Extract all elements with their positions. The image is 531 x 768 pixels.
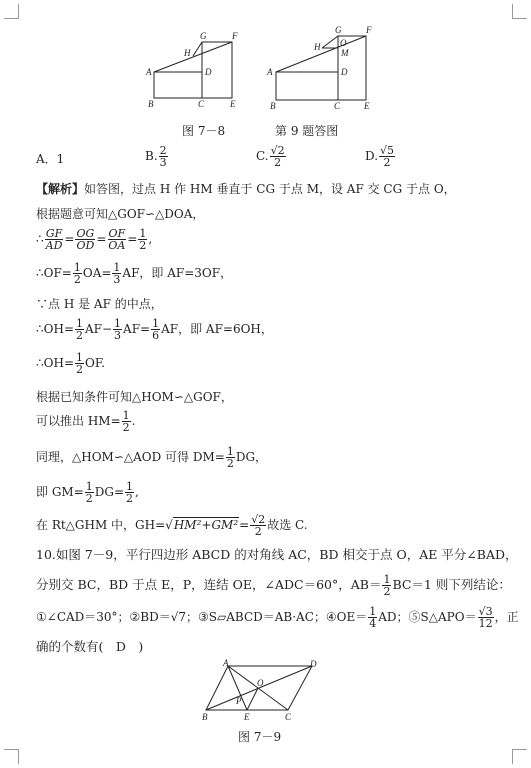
l12-f1n: √2: [251, 513, 266, 526]
question10-line-4: 确的个数有( D ): [36, 639, 144, 654]
l6-f2n: 1: [114, 317, 122, 330]
l11-mid: DG=: [94, 485, 125, 499]
fig1-label-e: E: [230, 99, 236, 109]
analysis-line-4: [36, 262, 232, 285]
figure-7-8-caption: 图 7－8: [182, 124, 226, 138]
l6-f1n: 1: [76, 317, 83, 330]
l6-f2d: 3: [114, 329, 122, 342]
l3-f1n: GF: [45, 227, 63, 240]
l7-pre: ∴OH=: [36, 356, 74, 370]
analysis-tag: 【解析】: [36, 182, 85, 196]
figure-7-9: [196, 658, 326, 722]
l10-post: DG，: [235, 450, 268, 464]
q10l3-f2n: √3: [478, 605, 493, 618]
analysis-line-6: [36, 318, 273, 341]
l3-eq1: =: [64, 232, 75, 246]
fig2-label-c: C: [334, 101, 341, 110]
corner-mark-bl: [4, 749, 19, 764]
q10l3-pre: ①∠CAD＝30°；②BD＝√7；③S▱ABCD＝AB·AC；④OE＝: [36, 610, 368, 624]
l12-f1d: 2: [254, 525, 262, 538]
fig1-label-h: H: [184, 48, 191, 58]
fig2-label-e: E: [364, 101, 370, 110]
option-b: [145, 145, 169, 168]
q10l2-f1n: 1: [383, 573, 391, 586]
l12-post: 故选 C.: [267, 518, 308, 532]
l12-pre: 在 Rt△GHM 中，GH=: [36, 518, 166, 532]
analysis-line-9: [36, 410, 135, 433]
question10-line-1: 10.如图 7－9，平行四边形 ABCD 的对角线 AC，BD 相交于点 O，AE 平分∠BAD，: [36, 547, 518, 562]
l11-f1d: 2: [85, 492, 93, 505]
corner-mark-tl: [4, 4, 19, 19]
fig3-label-a: A: [223, 658, 229, 668]
q10l3-post: ，正: [494, 610, 519, 624]
analysis-line-5: ∵点 H 是 AF 的中点，: [36, 297, 163, 311]
l3-f2n: OG: [76, 227, 95, 240]
l11-post: ,: [135, 485, 139, 499]
fig1-label-f: F: [232, 31, 238, 41]
l3-f3n: OF: [108, 227, 126, 240]
l6-pre: ∴OH=: [36, 322, 74, 336]
analysis-line-11: [36, 481, 139, 504]
fig1-label-b: B: [148, 99, 154, 109]
l9-post: .: [131, 414, 136, 428]
l6-f1d: 2: [76, 329, 83, 342]
l12-eq: =: [239, 518, 250, 532]
analysis-line-2: 根据题意可知△GOF∽△DOA，: [36, 207, 205, 221]
l6-post: AF，即 AF=6OH，: [161, 322, 273, 336]
option-c-prefix: C.: [256, 149, 269, 163]
l3-f1d: AD: [45, 239, 63, 252]
question10-line-3: [36, 606, 519, 629]
q10l2-f1d: 2: [383, 585, 391, 598]
option-d-num: √5: [380, 144, 395, 157]
analysis-line-12: 在 Rt△GHM 中，GH=√HM²+GM²= $\frac{√2}{2}$ 故选 C.: [36, 513, 308, 538]
l12-sqrt: HM²+GM²: [173, 518, 239, 532]
fig2-label-g: G: [335, 25, 342, 35]
fig3-label-d: D: [310, 659, 317, 669]
option-d-prefix: D.: [365, 149, 379, 163]
l4-post: AF，即 AF=3OF，: [122, 266, 233, 280]
l3-eq3: =: [127, 232, 138, 246]
l6-f3n: 1: [152, 317, 160, 330]
figure-answer: [262, 22, 382, 110]
q10l3-mid: AD；⑤S△APO＝: [378, 610, 477, 624]
l4-mid: OA=: [82, 266, 112, 280]
l3-pre: ∴: [36, 232, 44, 246]
q10l3-f1n: 1: [369, 605, 377, 618]
analysis-line-7: [36, 352, 105, 375]
l11-f2n: 1: [126, 480, 134, 493]
fig3-label-e: E: [244, 712, 250, 722]
q10l2-post: BC＝1 则下列结论：: [392, 577, 511, 592]
fig3-label-c: C: [285, 712, 292, 722]
corner-mark-br: [512, 749, 527, 764]
l10-f1d: 2: [226, 457, 234, 470]
l6-f3d: 6: [152, 329, 160, 342]
l3-f3d: OA: [108, 239, 126, 252]
corner-mark-tr: [512, 4, 527, 19]
l4-f2n: 1: [113, 261, 121, 274]
figure-7-8: [140, 28, 250, 110]
l10-f1n: 1: [226, 445, 234, 458]
analysis-line-8: 根据已知条件可知△HOM∽△GOF，: [36, 390, 233, 404]
l9-pre: 可以推出 HM=: [36, 414, 121, 428]
l3-f4d: 2: [139, 239, 147, 252]
fig1-label-a: A: [146, 67, 152, 77]
l10-pre: 同理，△HOM∽△AOD 可得 DM=: [36, 450, 225, 464]
l11-f1n: 1: [85, 480, 93, 493]
analysis-line-1: [36, 182, 456, 196]
l4-pre: ∴OF=: [36, 266, 72, 280]
question10-line-2: [36, 574, 511, 597]
analysis-line-1-text: 如答图，过点 H 作 HM 垂直于 CG 于点 M，设 AF 交 CG 于点 O，: [84, 182, 456, 196]
l6-m1: AF−: [85, 322, 113, 336]
l9-f1d: 2: [122, 421, 130, 434]
option-b-den: 3: [159, 156, 167, 169]
option-b-num: 2: [159, 144, 167, 157]
fig3-label-o: O: [257, 678, 264, 688]
fig2-label-a: A: [267, 67, 273, 77]
analysis-line-3: [36, 228, 152, 251]
l4-f1d: 2: [73, 273, 81, 286]
l9-f1n: 1: [122, 409, 130, 422]
l7-f1d: 2: [76, 363, 83, 376]
option-c: [256, 145, 287, 168]
fig3-label-b: B: [202, 712, 208, 722]
fig2-label-o: O: [340, 38, 347, 48]
l11-pre: 即 GM=: [36, 485, 84, 499]
figure-answer-caption: 第 9 题答图: [275, 124, 339, 138]
q10l2-pre: 分别交 BC，BD 于点 E，P，连结 OE，∠ADC＝60°，AB＝: [36, 577, 382, 592]
q10l3-f1d: 4: [369, 617, 377, 630]
fig2-label-m: M: [341, 48, 349, 58]
figure-7-9-caption: 图 7－9: [238, 730, 282, 744]
l3-eq2: =: [96, 232, 107, 246]
l3-f2d: OD: [76, 239, 95, 252]
option-c-num: √2: [270, 144, 285, 157]
option-a: A．1: [36, 152, 65, 166]
fig3-label-p: P: [236, 696, 242, 706]
fig1-label-g: G: [200, 31, 207, 41]
l6-m2: AF=: [123, 322, 151, 336]
l11-f2d: 2: [126, 492, 134, 505]
fig2-label-f: F: [366, 25, 372, 35]
fig1-label-d: D: [205, 67, 212, 77]
l4-f2d: 3: [113, 273, 121, 286]
l7-f1n: 1: [76, 351, 83, 364]
l4-f1n: 1: [73, 261, 81, 274]
fig1-label-c: C: [198, 99, 205, 109]
l3-post: ,: [148, 232, 153, 246]
l7-post: OF.: [85, 356, 106, 370]
option-d: [365, 145, 396, 168]
analysis-line-10: [36, 446, 267, 469]
option-b-prefix: B.: [145, 149, 158, 163]
l3-f4n: 1: [139, 227, 147, 240]
q10l3-f2d: 12: [478, 617, 493, 630]
option-c-den: 2: [274, 156, 282, 169]
option-d-den: 2: [383, 156, 391, 169]
fig2-label-b: B: [270, 101, 276, 110]
fig2-label-d: D: [341, 67, 348, 77]
fig2-label-h: H: [314, 42, 321, 52]
